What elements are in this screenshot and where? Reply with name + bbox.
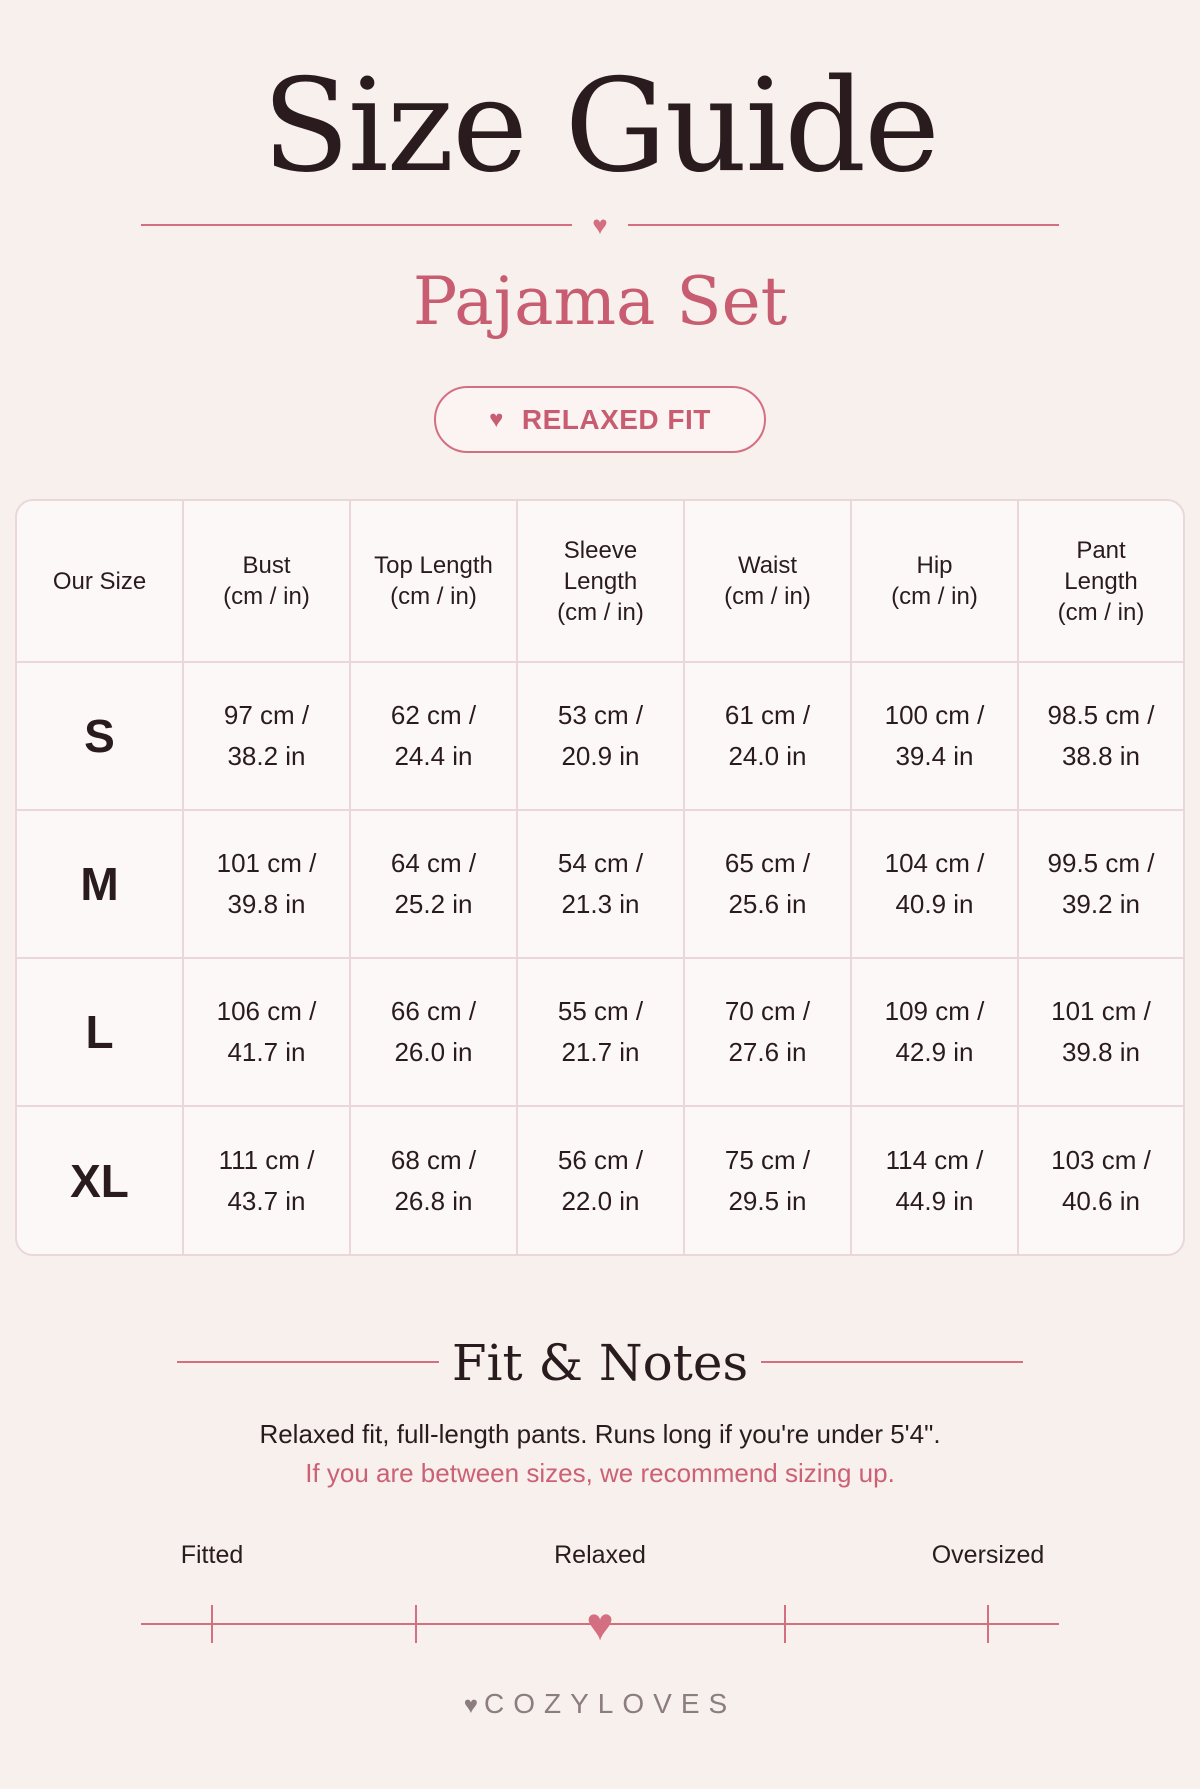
heart-icon: ♥ xyxy=(592,210,608,240)
column-header: Sleeve Length (cm / in) xyxy=(517,501,684,662)
table-cell: 99.5 cm / 39.2 in xyxy=(1018,810,1183,958)
column-header: Waist (cm / in) xyxy=(684,501,851,662)
product-subtitle: Pajama Set xyxy=(412,263,788,340)
size-table xyxy=(15,499,1185,1256)
heart-icon: ♥ xyxy=(489,405,504,433)
table-cell: 54 cm / 21.3 in xyxy=(517,810,684,958)
size-label: L xyxy=(17,958,183,1106)
table-cell: 55 cm / 21.7 in xyxy=(517,958,684,1106)
table-cell: 114 cm / 44.9 in xyxy=(851,1106,1018,1254)
page-title: Size Guide xyxy=(262,52,938,201)
table-cell: 98.5 cm / 38.8 in xyxy=(1018,662,1183,810)
scale-label-relaxed: Relaxed xyxy=(554,1541,646,1569)
brand-name: COZYLOVES xyxy=(484,1688,737,1719)
table-cell: 101 cm / 39.8 in xyxy=(183,810,350,958)
table-cell: 75 cm / 29.5 in xyxy=(684,1106,851,1254)
table-cell: 97 cm / 38.2 in xyxy=(183,662,350,810)
title-divider-right xyxy=(628,224,1059,226)
scale-tick xyxy=(415,1605,417,1643)
scale-tick xyxy=(987,1605,989,1643)
table-cell: 111 cm / 43.7 in xyxy=(183,1106,350,1254)
size-label: XL xyxy=(17,1106,183,1254)
fit-note: Relaxed fit, full-length pants. Runs long if you're under 5'4". xyxy=(259,1419,941,1449)
table-row xyxy=(17,1106,1183,1254)
table-cell: 70 cm / 27.6 in xyxy=(684,958,851,1106)
table-row xyxy=(17,662,1183,810)
heart-icon: ♥ xyxy=(586,1598,614,1650)
heart-icon: ♥ xyxy=(463,1692,479,1719)
table-cell: 56 cm / 22.0 in xyxy=(517,1106,684,1254)
size-label: S xyxy=(17,662,183,810)
fit-badge-label: RELAXED FIT xyxy=(521,403,711,435)
table-cell: 106 cm / 41.7 in xyxy=(183,958,350,1106)
table-cell: 53 cm / 20.9 in xyxy=(517,662,684,810)
title-divider-left xyxy=(141,224,572,226)
fit-badge xyxy=(434,386,766,453)
scale-label-oversized: Oversized xyxy=(931,1541,1045,1569)
column-header: Top Length (cm / in) xyxy=(350,501,517,662)
table-cell: 103 cm / 40.6 in xyxy=(1051,1144,1151,1216)
table-cell: 64 cm / 25.2 in xyxy=(350,810,517,958)
size-label: M xyxy=(17,810,183,958)
brand-footer xyxy=(0,1688,1200,1720)
scale-tick xyxy=(211,1605,213,1643)
table-cell: 101 cm / 39.8 in xyxy=(1018,958,1183,1106)
table-cell: 104 cm / 40.9 in xyxy=(851,810,1018,958)
scale-label-fitted: Fitted xyxy=(180,1541,244,1569)
table-row xyxy=(17,810,1183,958)
column-header: Pant Length (cm / in) xyxy=(1018,501,1183,662)
table-cell: 62 cm / 24.4 in xyxy=(350,662,517,810)
sizing-recommendation: If you are between sizes, we recommend sizing up. xyxy=(305,1458,895,1488)
table-row xyxy=(17,958,1183,1106)
notes-divider-right xyxy=(761,1361,1023,1363)
column-header: Bust (cm / in) xyxy=(183,501,350,662)
table-header-row xyxy=(17,501,1183,662)
table-cell: 61 cm / 24.0 in xyxy=(684,662,851,810)
column-header: Hip (cm / in) xyxy=(851,501,1018,662)
column-header: Our Size xyxy=(17,501,183,662)
table-cell: 68 cm / 26.8 in xyxy=(350,1106,517,1254)
notes-title: Fit & Notes xyxy=(451,1334,749,1392)
table-cell: 100 cm / 39.4 in xyxy=(851,662,1018,810)
table-cell: 109 cm / 42.9 in xyxy=(851,958,1018,1106)
scale-tick xyxy=(784,1605,786,1643)
table-cell: 65 cm / 25.6 in xyxy=(684,810,851,958)
table-cell: 66 cm / 26.0 in xyxy=(350,958,517,1106)
